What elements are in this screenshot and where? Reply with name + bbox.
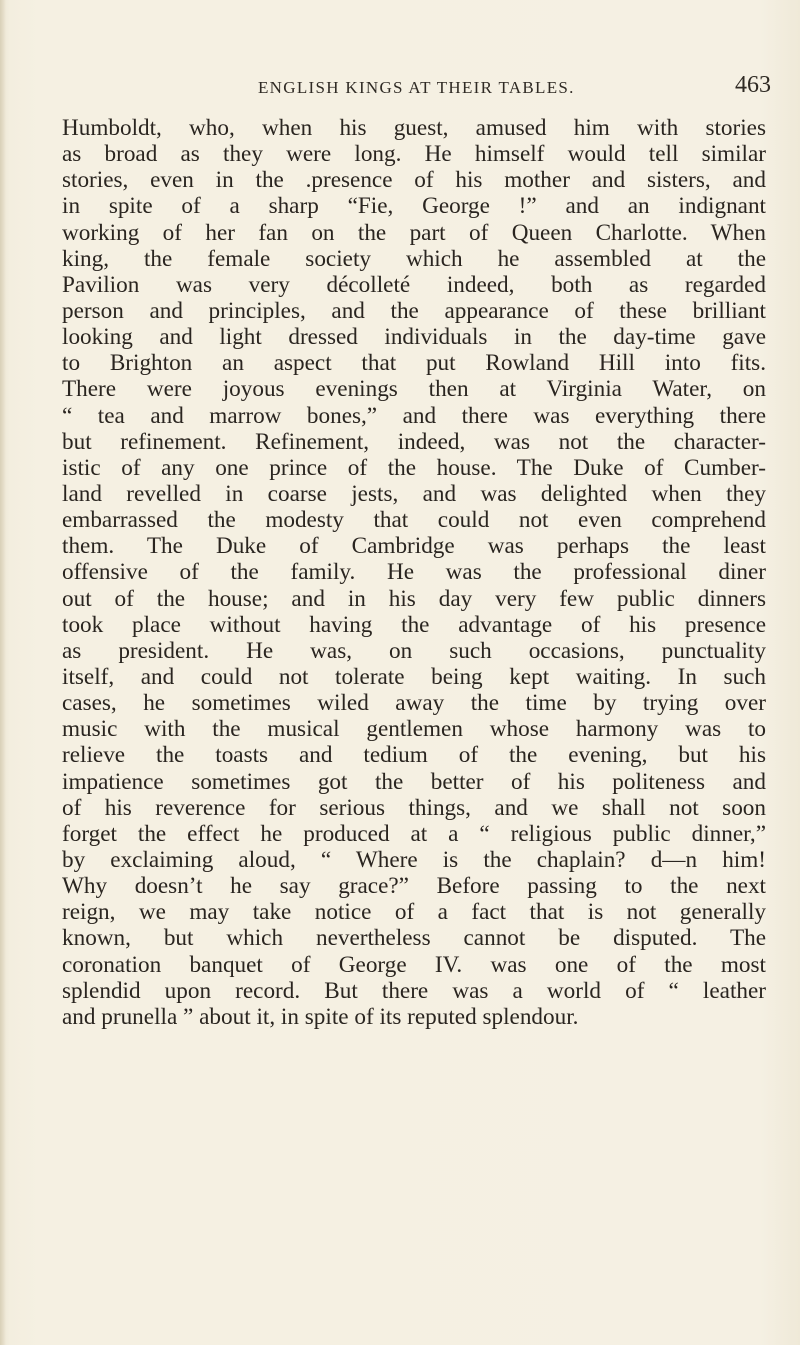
page-header [0, 72, 800, 106]
text-line: known, but which nevertheless cannot be disputed. The [62, 925, 766, 952]
text-line: as broad as they were long. He himself would tell similar [62, 141, 766, 168]
text-line: of his reverence for serious things, and we shall not soon [62, 794, 766, 821]
text-line: istic of any one prince of the house. The Duke of Cumber- [62, 454, 766, 481]
running-title: ENGLISH KINGS AT THEIR TABLES. [258, 78, 575, 97]
text-line: land revelled in coarse jests, and was delighted when they [62, 480, 766, 507]
text-line: by exclaiming aloud, “ Where is the chaplain? d—n him! [62, 846, 766, 873]
text-line: took place without having the advantage of his presence [62, 611, 766, 638]
text-line: stories, even in the .presence of his mother and sisters, and [62, 167, 766, 194]
text-line: person and principles, and the appearance of these brilliant [62, 297, 766, 324]
text-line: working of her fan on the part of Queen Charlotte. When [62, 219, 766, 246]
text-line: them. The Duke of Cambridge was perhaps the least [62, 533, 766, 560]
text-line: cases, he sometimes wiled away the time by trying over [62, 690, 766, 717]
text-line: itself, and could not tolerate being kept waiting. In such [62, 663, 766, 690]
text-line: splendid upon record. But there was a world of “ leather [62, 977, 766, 1004]
text-line: king, the female society which he assembled at the [62, 245, 766, 272]
text-line: reign, we may take notice of a fact that is not generally [62, 899, 766, 926]
text-line: Why doesn’t he say grace?” Before passing to the next [62, 873, 766, 900]
body-paragraph [62, 115, 766, 1030]
page-number: 463 [735, 72, 771, 98]
text-line: looking and light dressed individuals in the day-time gave [62, 324, 766, 351]
text-line: offensive of the family. He was the professional diner [62, 559, 766, 586]
text-line: relieve the toasts and tedium of the evening, but his [62, 742, 766, 769]
text-line: out of the house; and in his day very few public dinners [62, 585, 766, 612]
text-line: but refinement. Refinement, indeed, was not the character- [62, 428, 766, 455]
text-line: in spite of a sharp “Fie, George !” and an indignant [62, 193, 766, 220]
text-line: music with the musical gentlemen whose harmony was to [62, 716, 766, 743]
text-line: Humboldt, who, when his guest, amused him with stories [62, 115, 766, 141]
text-line: forget the effect he produced at a “ religious public dinner,” [62, 820, 766, 847]
text-line: as president. He was, on such occasions, punctuality [62, 637, 766, 664]
text-line: impatience sometimes got the better of his politeness and [62, 768, 766, 795]
text-line: There were joyous evenings then at Virginia Water, on [62, 376, 766, 403]
text-line: Pavilion was very décolleté indeed, both as regarded [62, 271, 766, 298]
page-gutter-shadow [0, 0, 6, 1345]
text-line: and prunella ” about it, in spite of its reputed splendour. [62, 1003, 579, 1030]
text-line: coronation banquet of George IV. was one of the most [62, 951, 766, 978]
text-line: to Brighton an aspect that put Rowland Hill into fits. [62, 350, 766, 377]
text-line: embarrassed the modesty that could not even comprehend [62, 507, 766, 534]
text-line: “ tea and marrow bones,” and there was everything there [62, 402, 766, 429]
